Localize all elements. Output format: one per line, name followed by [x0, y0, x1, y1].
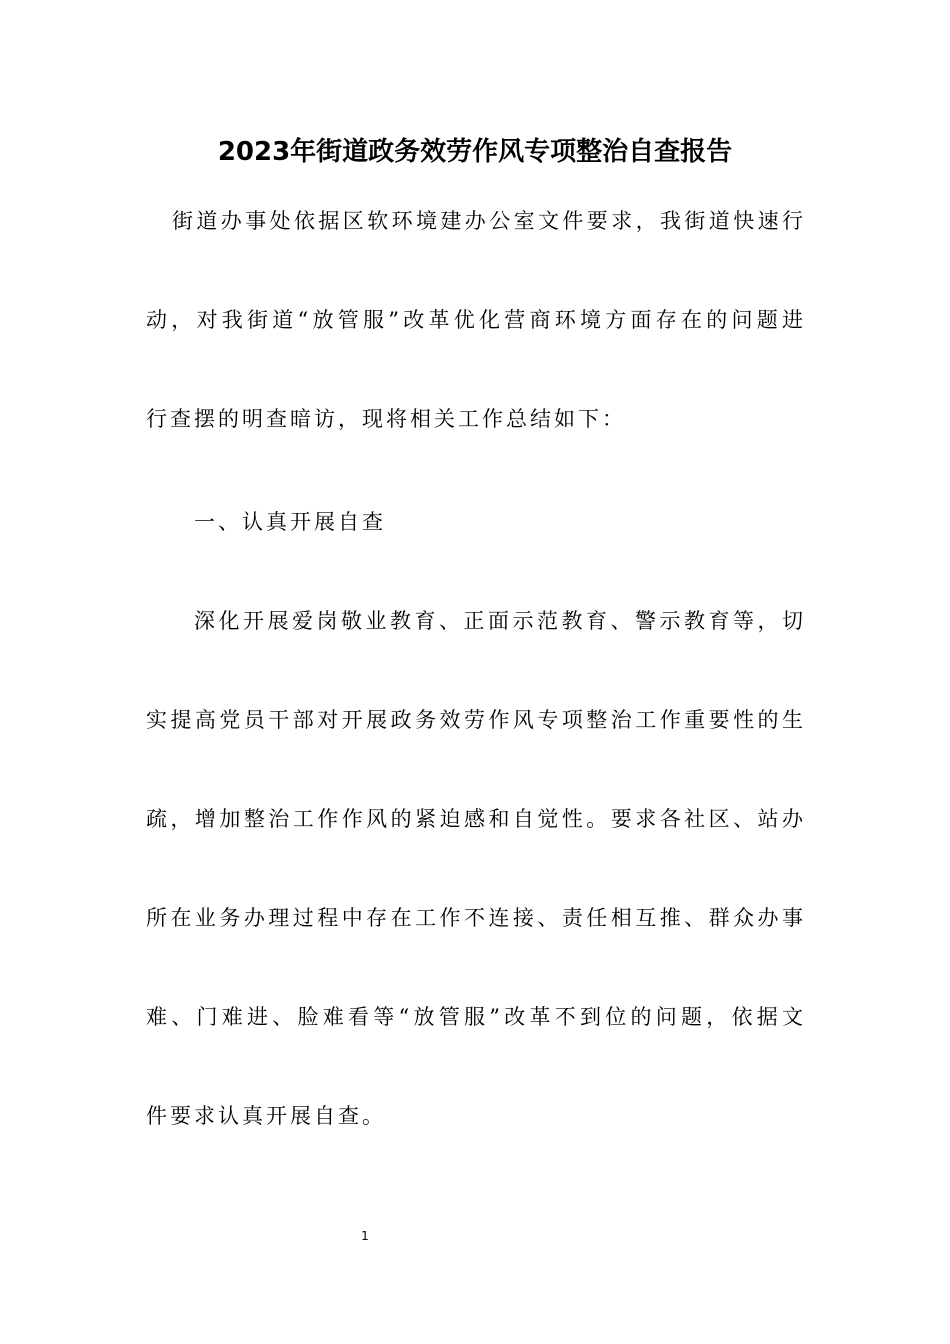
paragraph-line: 疏，增加整治工作作风的紧迫感和自觉性。要求各社区、站办	[146, 807, 806, 831]
paragraph-line: 行查摆的明查暗访，现将相关工作总结如下：	[146, 407, 626, 431]
paragraph-line: 深化开展爱岗敬业教育、正面示范教育、警示教育等，切	[194, 609, 806, 633]
paragraph-line: 难、门难进、脸难看等“放管服”改革不到位的问题，依据文	[146, 1005, 806, 1029]
section-heading: 一、认真开展自查	[194, 510, 386, 534]
document-title: 2023年街道政务效劳作风专项整治自查报告	[217, 137, 733, 167]
page-number: 1	[361, 1229, 369, 1243]
paragraph-self-check	[146, 572, 806, 1166]
paragraph-intro	[146, 172, 806, 469]
paragraph-line: 街道办事处依据区软环境建办公室文件要求，我街道快速行	[172, 209, 806, 233]
paragraph-line: 动，对我街道“放管服”改革优化营商环境方面存在的问题进	[146, 308, 806, 332]
paragraph-line: 实提高党员干部对开展政务效劳作风专项整治工作重要性的生	[146, 708, 806, 732]
paragraph-line: 所在业务办理过程中存在工作不连接、责任相互推、群众办事	[146, 906, 806, 930]
paragraph-line: 件要求认真开展自查。	[146, 1104, 386, 1128]
